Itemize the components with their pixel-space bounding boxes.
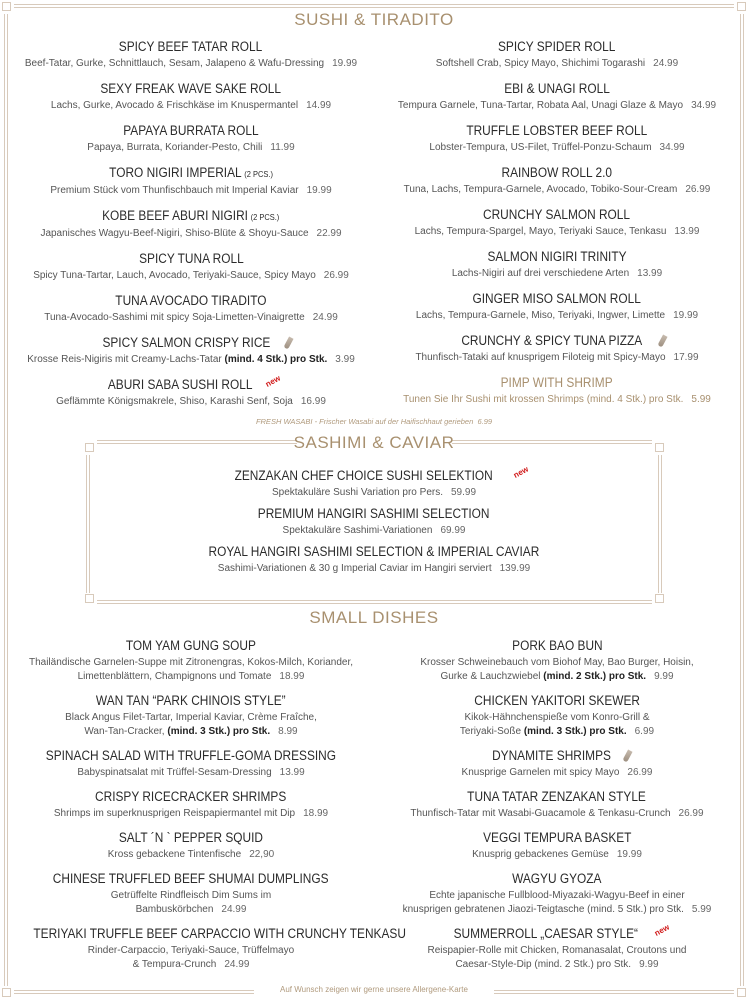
menu-item-description: Babyspinatsalat mit Trüffel-Sesam-Dressing 13.99	[77, 767, 305, 778]
menu-item-name: SALT ´N ` PEPPER SQUID	[118, 830, 264, 845]
menu-item	[374, 205, 740, 239]
menu-item-description: Rinder-Carpaccio, Teriyaki-Sauce, Trüffelmayo & Tempura-Crunch 24.99	[87, 945, 295, 970]
menu-item-name: KOBE BEEF ABURI NIGIRI (2 PCS.)	[102, 208, 280, 223]
menu-item-name: RAINBOW ROLL 2.0	[501, 165, 613, 180]
menu-item	[8, 636, 374, 684]
menu-item-name: ROYAL HANGIRI SASHIMI SELECTION & IMPERIAL CAVIAR	[208, 544, 540, 559]
menu-item-price: 24.99	[312, 312, 338, 323]
menu-item-price: 69.99	[440, 525, 466, 536]
menu-item-price: 26.99	[678, 808, 704, 819]
menu-item-description: Lachs, Tempura-Spargel, Mayo, Teriyaki Sauce, Tenkasu 13.99	[414, 226, 700, 237]
menu-item	[8, 333, 374, 367]
menu-item-name: GINGER MISO SALMON ROLL	[472, 291, 642, 306]
menu-item	[90, 466, 658, 500]
new-badge: new	[511, 464, 530, 480]
menu-item	[374, 869, 740, 917]
menu-item-price: 34.99	[659, 142, 685, 153]
chili-icon	[622, 749, 632, 762]
sushi-left-column	[8, 37, 374, 417]
menu-item-name: VEGGI TEMPURA BASKET	[482, 830, 632, 845]
menu-item	[8, 37, 374, 71]
menu-item	[8, 79, 374, 113]
menu-item-description: Japanisches Wagyu-Beef-Nigiri, Shiso-Blüte & Shoyu-Sauce 22.99	[40, 228, 342, 239]
menu-item-description: Knusprige Garnelen mit spicy Mayo 26.99	[461, 767, 653, 778]
menu-item-price: 16.99	[300, 396, 326, 407]
menu-item	[374, 331, 740, 365]
menu-item-name: CRISPY RICECRACKER SHRIMPS	[95, 789, 287, 804]
menu-item-price: 24.99	[224, 959, 250, 970]
menu-item-description: Lachs-Nigiri auf drei verschiedene Arten 13.99	[451, 268, 663, 279]
menu-item-price: 14.99	[306, 100, 332, 111]
menu-item	[374, 746, 740, 780]
menu-item-description: Tuna, Lachs, Tempura-Garnele, Avocado, Tobiko-Sour-Cream 26.99	[403, 184, 711, 195]
menu-item-name: PREMIUM HANGIRI SASHIMI SELECTION	[258, 506, 490, 521]
section-title-small-dishes: SMALL DISHES	[309, 608, 439, 627]
menu-item-name: TUNA AVOCADO TIRADITO	[115, 293, 267, 308]
menu-item	[8, 746, 374, 780]
menu-item-name: TUNA TATAR ZENZAKAN STYLE	[467, 789, 647, 804]
section-title-sashimi: SASHIMI & CAVIAR	[293, 433, 455, 452]
menu-item	[374, 37, 740, 71]
menu-item-price: 13.99	[637, 268, 663, 279]
menu-item-description: Spektakuläre Sushi Variation pro Pers. 59.99	[271, 487, 477, 498]
menu-item-price: 19.99	[616, 849, 642, 860]
menu-item-description: Tempura Garnele, Tuna-Tartar, Robata Aal, Unagi Glaze & Mayo 34.99	[397, 100, 717, 111]
allergen-note: Auf Wunsch zeigen wir gerne unsere Allergene-Karte	[280, 985, 468, 994]
section-title-sushi: SUSHI & TIRADITO	[294, 10, 454, 29]
menu-item-price: 22.99	[316, 228, 342, 239]
menu-item-description: Spektakuläre Sashimi-Variationen 69.99	[282, 525, 466, 536]
menu-item-description: Krosser Schweinebauch vom Biohof May, Bao Burger, Hoisin, Gurke & Lauchzwiebel (mind. 2 Stk.) pro Stk. 9.99	[420, 657, 694, 682]
menu-item-description: Lachs, Tempura-Garnele, Miso, Teriyaki, Ingwer, Limette 19.99	[415, 310, 699, 321]
menu-item-price: 3.99	[335, 354, 355, 365]
menu-item-name: TERIYAKI TRUFFLE BEEF CARPACCIO WITH CRUNCHY TENKASU	[33, 926, 406, 941]
menu-item-description: Geflämmte Königsmakrele, Shiso, Karashi Senf, Soja 16.99	[56, 396, 326, 407]
menu-item-description: Kikok-Hähnchenspieße vom Konro-Grill & Teriyaki-Soße (mind. 3 Stk.) pro Stk. 6.99	[459, 712, 655, 737]
menu-item	[8, 121, 374, 155]
menu-item-name: SALMON NIGIRI TRINITY	[487, 249, 627, 264]
menu-item-name: WAGYU GYOZA	[512, 871, 602, 886]
menu-item-price: 24.99	[221, 904, 247, 915]
menu-item	[90, 542, 658, 576]
menu-item-price: 59.99	[450, 487, 477, 498]
chili-icon	[657, 334, 667, 347]
menu-item-description: Spicy Tuna-Tartar, Lauch, Avocado, Teriyaki-Sauce, Spicy Mayo 26.99	[33, 270, 349, 281]
menu-item-name: ZENZAKAN CHEF CHOICE SUSHI SELEKTION	[234, 468, 493, 483]
menu-item	[8, 291, 374, 325]
menu-item-name: SPICY SPIDER ROLL	[498, 39, 616, 54]
menu-item	[8, 787, 374, 821]
menu-item	[8, 163, 374, 198]
menu-item-name: SPINACH SALAD WITH TRUFFLE-GOMA DRESSING	[45, 748, 337, 763]
menu-item-price: 139.99	[499, 563, 531, 574]
menu-item	[374, 828, 740, 862]
menu-item-price: 34.99	[691, 100, 717, 111]
menu-item-name: TOM YAM GUNG SOUP	[125, 638, 257, 653]
menu-item-name: CHINESE TRUFFLED BEEF SHUMAI DUMPLINGS	[53, 871, 329, 886]
menu-item-description: Sashimi-Variationen & 30 g Imperial Caviar im Hangiri serviert 139.99	[217, 563, 531, 574]
menu-item-price: 18.99	[303, 808, 329, 819]
menu-item-name: SPICY SALMON CRISPY RICE	[102, 335, 270, 350]
small-dishes-right-column	[374, 636, 740, 979]
menu-item-price: 24.99	[653, 58, 679, 69]
small-dishes-left-column	[8, 636, 406, 979]
menu-item-description: Black Angus Filet-Tartar, Imperial Kaviar, Crème Fraîche, Wan-Tan-Cracker, (mind. 3 Stk.) pro Stk. 8.99	[65, 712, 317, 737]
new-badge: new	[264, 373, 283, 389]
menu-item-description: Thunfisch-Tataki auf knusprigem Filoteig mit Spicy-Mayo 17.99	[415, 352, 699, 363]
menu-item-description: Thailändische Garnelen-Suppe mit Zitronengras, Kokos-Milch, Koriander, Limettenblättern, Champignons und Tomate 18.99	[28, 657, 354, 682]
menu-item-description: Thunfisch-Tatar mit Wasabi-Guacamole & Tenkasu-Crunch 26.99	[410, 808, 704, 819]
menu-item	[374, 79, 740, 113]
menu-item	[374, 691, 740, 739]
menu-item-description: Softshell Crab, Spicy Mayo, Shichimi Togarashi 24.99	[435, 58, 679, 69]
chili-icon	[284, 336, 294, 349]
menu-item-description: Knusprig gebackenes Gemüse 19.99	[472, 849, 642, 860]
menu-item-description: Premium Stück vom Thunfischbauch mit Imperial Kaviar 19.99	[50, 185, 332, 196]
menu-item-name: TRUFFLE LOBSTER BEEF ROLL	[466, 123, 648, 138]
menu-item-price: 5.99	[691, 394, 711, 405]
fresh-wasabi-note: FRESH WASABI - Frischer Wasabi auf der Haifischhaut gerieben 6.99	[255, 417, 493, 426]
menu-item	[8, 375, 374, 409]
menu-item	[8, 206, 374, 241]
menu-item-price: 17.99	[673, 352, 699, 363]
menu-item-name: SEXY FREAK WAVE SAKE ROLL	[100, 81, 282, 96]
menu-item-description: Lobster-Tempura, US-Filet, Trüffel-Ponzu-Schaum 34.99	[429, 142, 685, 153]
menu-item-name: CHICKEN YAKITORI SKEWER	[474, 693, 640, 708]
menu-item	[374, 163, 740, 197]
menu-item-description: Beef-Tatar, Gurke, Schnittlauch, Sesam, Jalapeno & Wafu-Dressing 19.99	[24, 58, 358, 69]
menu-item-price: 9.99	[654, 671, 674, 682]
menu-item-name: SPICY BEEF TATAR ROLL	[119, 39, 263, 54]
sashimi-column	[90, 466, 658, 580]
menu-item-description: Lachs, Gurke, Avocado & Frischkäse im Knuspermantel 14.99	[50, 100, 332, 111]
menu-item	[8, 691, 374, 739]
menu-item-price: 5.99	[691, 904, 712, 915]
menu-item-description: Papaya, Burrata, Koriander-Pesto, Chili 11.99	[87, 142, 295, 153]
menu-item-name: SUMMERROLL „CAESAR STYLE“	[454, 926, 639, 941]
menu-item-description: Getrüffelte Rindfleisch Dim Sums im Bambuskörbchen 24.99	[110, 890, 272, 915]
menu-item-name: PIMP WITH SHRIMP	[500, 375, 613, 390]
menu-item-description: Kross gebackene Tintenfische 22,90	[107, 849, 275, 860]
menu-item	[374, 289, 740, 323]
menu-item-price: 26.99	[323, 270, 349, 281]
menu-item-price: 19.99	[332, 58, 358, 69]
menu-item-price: 6.99	[634, 726, 655, 737]
menu-item	[374, 121, 740, 155]
menu-item-price: 18.99	[279, 671, 305, 682]
menu-item-name: PAPAYA BURRATA ROLL	[123, 123, 259, 138]
menu-item-price: 13.99	[674, 226, 700, 237]
menu-item	[374, 924, 740, 972]
menu-item-name: ABURI SABA SUSHI ROLL	[107, 377, 253, 392]
menu-item-price: 26.99	[627, 767, 653, 778]
menu-item-name: TORO NIGIRI IMPERIAL (2 PCS.)	[109, 165, 273, 180]
menu-item-name: CRUNCHY & SPICY TUNA PIZZA	[461, 333, 643, 348]
menu-item-description: Reispapier-Rolle mit Chicken, Romanasalat, Croutons und Caesar-Style-Dip (mind. 2 Stk.) pro Stk. 9.99	[427, 945, 687, 970]
menu-item-description: Echte japanische Fullblood-Miyazaki-Wagyu-Beef in einer knusprigen gebratenen Jiaozi-Teigtasche (mind. 5 Stk.) pro Stk. 5.99	[402, 890, 712, 915]
menu-item-name: DYNAMITE SHRIMPS	[492, 748, 612, 763]
menu-item	[90, 504, 658, 538]
menu-item	[8, 924, 406, 972]
menu-item-price: 22,90	[249, 849, 275, 860]
menu-item-description: Shrimps im superknusprigen Reispapiermantel mit Dip 18.99	[53, 808, 329, 819]
menu-item-name: SPICY TUNA ROLL	[138, 251, 244, 266]
menu-item	[8, 828, 374, 862]
menu-item-price: 9.99	[639, 959, 659, 970]
sushi-right-column	[374, 37, 740, 415]
menu-item	[374, 247, 740, 281]
menu-item-price: 19.99	[306, 185, 332, 196]
menu-item	[374, 787, 740, 821]
menu-item-name: EBI & UNAGI ROLL	[504, 81, 610, 96]
menu-item-description: Tuna-Avocado-Sashimi mit spicy Soja-Limetten-Vinaigrette 24.99	[44, 312, 338, 323]
menu-item	[374, 373, 740, 407]
menu-item-price: 13.99	[279, 767, 305, 778]
new-badge: new	[652, 922, 671, 938]
menu-item-name: WAN TAN “PARK CHINOIS STYLE”	[96, 693, 286, 708]
menu-item-description: Krosse Reis-Nigiris mit Creamy-Lachs-Tatar (mind. 4 Stk.) pro Stk. 3.99	[27, 354, 355, 365]
menu-item-price: 8.99	[278, 726, 298, 737]
menu-item-name: PORK BAO BUN	[511, 638, 603, 653]
menu-item-name: CRUNCHY SALMON ROLL	[483, 207, 631, 222]
menu-item-price: 11.99	[270, 142, 295, 153]
menu-item-description: Tunen Sie Ihr Sushi mit krossen Shrimps (mind. 4 Stk.) pro Stk. 5.99	[403, 394, 711, 405]
menu-item	[8, 869, 374, 917]
menu-item-price: 26.99	[685, 184, 711, 195]
menu-item	[8, 249, 374, 283]
menu-item-price: 19.99	[673, 310, 699, 321]
menu-item	[374, 636, 740, 684]
